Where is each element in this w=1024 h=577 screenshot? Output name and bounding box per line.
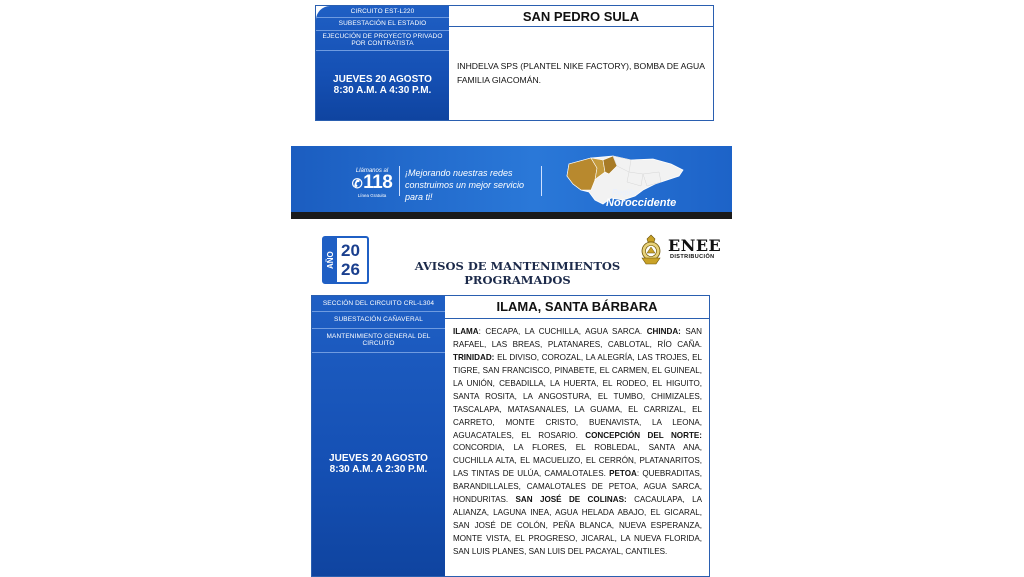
area-name: CONCEPCIÓN DEL NORTE: [585,430,702,440]
affected-areas: INHDELVA SPS (PLANTEL NIKE FACTORY), BOMBA DE AGUA FAMILIA GIACOMÁN. [457,60,705,85]
honduras-coat-of-arms-icon [638,234,664,266]
notice-right-panel [445,296,709,576]
notice-san-pedro-sula [315,5,714,121]
city-title: SAN PEDRO SULA [449,6,713,27]
area-places: QUEBRADITAS, BARANDILLALES, CAMALOTALES DE PETOA, AGUA SARCA, HONDURITAS. [453,469,703,505]
call-number: 118 [363,172,393,193]
area-places: EL DIVISO, COROZAL, LA ALEGRÍA, LAS TROJES, EL TIGRE, SAN FRANCISCO, PINABETE, EL CARMEN, EL GUINEAL, LA UNIÓN, CEBADILLA, LA HUERTA, EL RODEO, EL HIGUITO, SANTA ROSITA, LA ANGOSTURA, EL TUMBO, CHIMIZALES, TASCALAPA, MATASANALES, LA GUAMA, EL CARRIZAL, EL CARRETO, MONTE CRISTO, BUENAVISTA, LA LEONA, AGUACATALES, EL ROSARIO. [453,352,703,440]
title-line-1: AVISOS DE MANTENIMIENTOS [414,259,621,273]
year-top: 20 [341,241,360,260]
area-name: SAN JOSÉ DE COLINAS: [515,495,627,505]
region-label [606,188,676,209]
call-sub: Línea Gratuita [357,193,387,198]
areas-paragraph: ILAMA: CECAPA, LA CUCHILLA, AGUA SARCA. CHINDA: SAN RAFAEL, LAS BREAS, PLATANARES, CABLOTAL, RÍO CAÑA. TRINIDAD: EL DIVISO, COROZAL, LA ALEGRÍA, LAS TROJES, EL TIGRE, SAN FRANCISCO, PINABETE, EL CARMEN, EL GUINEAL, LA UNIÓN, CEBADILLA, LA HUERTA, EL RODEO, EL HIGUITO, SANTA ROSITA, LA ANGOSTURA, EL TUMBO, CHIMIZALES, TASCALAPA, MATASANALES, LA GUAMA, EL CARRIZAL, EL CARRETO, MONTE CRISTO, BUENAVISTA, LA LEONA, AGUACATALES, EL ROSARIO. CONCEPCIÓN DEL NORTE: CONCORDIA, LA FLORES, EL ROBLEDAL, SANTA ANA, CUCHILLA ALTA, EL MACUELIZO, EL CERRÓN, PLATANARITOS, LAS TINTAS DE ULÚA, CAMALOTALES. PETOA: QUEBRADITAS, BARANDILLALES, CAMALOTALES DE PETOA, AGUA SARCA, HONDURITAS. SAN JOSÉ DE COLINAS: CACAULAPA, LA ALIANZA, LAGUNA INEA, AGUA HELADA ABAJO, EL GICARAL, SAN JOSÉ DE COLÓN, PEÑA BLANCA, NUEVA ESPERANZA, MONTE VISTA, EL PROGRESO, JICARAL, LA NUEVA FLORIDA, SAN LUIS PLANES, SAN LUIS DEL PACAYAL, CANTILES. [453,327,703,556]
area-places: CACAULAPA, LA ALIANZA, LAGUNA INEA, AGUA HELADA ABAJO, EL GICARAL, SAN JOSÉ DE COLÓN, PEÑA BLANCA, NUEVA ESPERANZA, MONTE VISTA, EL PROGRESO, JICARAL, LA NUEVA FLORIDA, SAN LUIS PLANES, SAN LUIS DEL PACAYAL, CANTILES. [453,495,703,556]
circuit-label: SECCIÓN DEL CIRCUITO CRL-L304 [312,296,445,312]
schedule [312,353,445,576]
logo-word: ENEE [668,236,722,255]
affected-areas [445,319,709,576]
city-title: ILAMA, SANTA BÁRBARA [445,296,709,319]
substation-label: SUBESTACIÓN EL ESTADIO [316,18,449,30]
notice-left-panel [312,296,445,576]
notice-ilama [311,295,710,577]
phone-icon: ✆ [351,176,363,191]
enee-logo [638,234,728,266]
schedule-day: JUEVES 20 AGOSTO [333,73,432,85]
region-name: Noroccidente [606,197,677,209]
banner-divider [399,166,400,196]
notice-left-panel [316,6,449,120]
circuit-label: CIRCUITO EST-L220 [316,6,449,18]
call-label: Llámanos al [355,168,389,174]
area-name: CHINDA: [646,327,681,336]
work-label: EJECUCIÓN DE PROYECTO PRIVADO POR CONTRATISTA [316,31,449,51]
schedule-time: 8:30 A.M. A 4:30 P.M. [333,85,432,97]
year-badge [322,236,369,284]
page-title [395,259,640,287]
year-label: AÑO [324,238,337,282]
area-name: TRINIDAD: [453,352,495,362]
area-places: CONCORDIA, LA FLORES, EL ROBLEDAL, SANTA ANA, CUCHILLA ALTA, EL MACUELIZO, EL CERRÓN, PLATANARITOS, LAS TINTAS DE ULÚA, CAMALOTALES. [453,443,702,479]
banner-divider [541,166,542,196]
area-name: PETOA [609,469,637,479]
banner-bottom-strip [291,212,732,219]
title-line-2: PROGRAMADOS [464,273,571,287]
banner-slogan: ¡Mejorando nuestras redes construimos un mejor servicio para ti! [405,168,525,202]
area-places: CECAPA, LA CUCHILLA, AGUA SARCA. [485,327,647,336]
schedule [316,51,449,120]
region-prefix: Región [612,188,638,197]
notice-right-panel [449,6,713,120]
logo-sub: DISTRIBUCIÓN [670,254,715,260]
schedule-time: 8:30 A.M. A 2:30 P.M. [329,464,428,476]
area-places: SAN RAFAEL, LAS BREAS, PLATANARES, CABLOTAL, RÍO CAÑA. [453,327,703,349]
call-block [348,168,396,198]
schedule-day: JUEVES 20 AGOSTO [329,452,428,464]
substation-label: SUBESTACIÓN CAÑAVERAL [312,312,445,328]
work-label: MANTENIMIENTO GENERAL DEL CIRCUITO [312,329,445,353]
area-name: ILAMA [453,327,479,336]
promo-banner [291,146,732,212]
year-bottom: 26 [341,260,360,279]
